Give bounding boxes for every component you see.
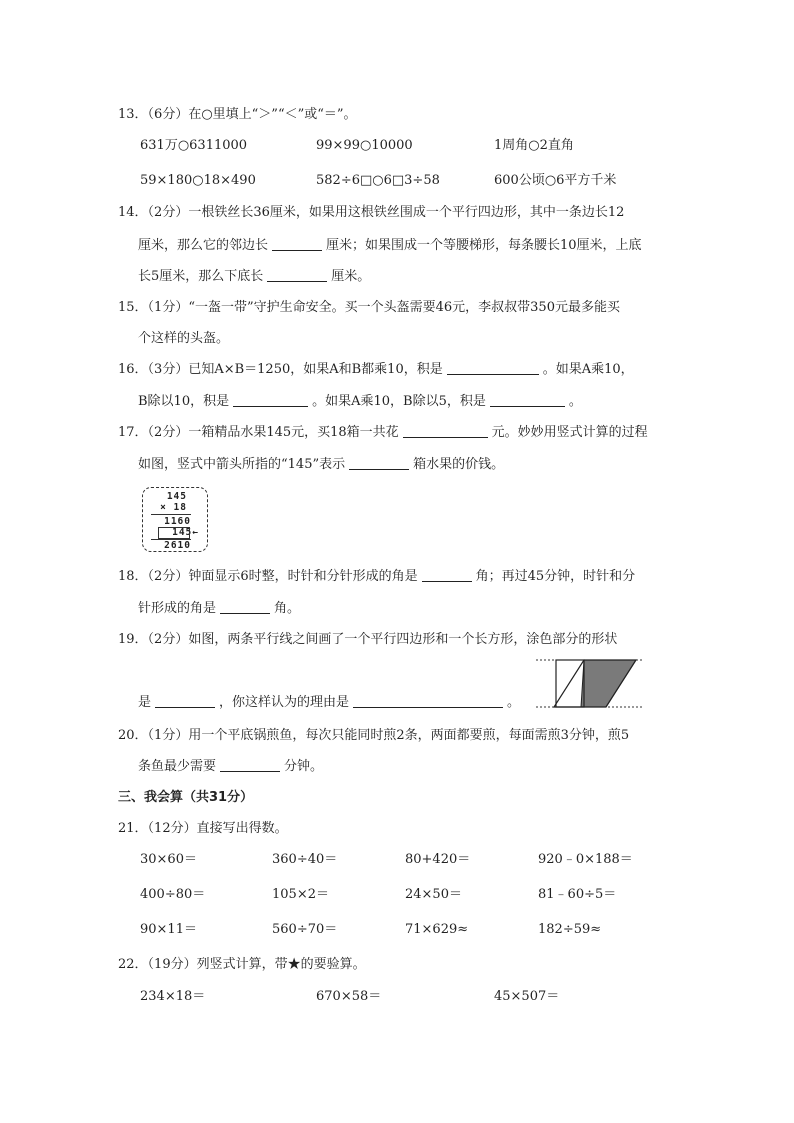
q22-item: 45×507＝ [494,989,560,1004]
q22-item: 670×58＝ [316,989,382,1004]
q21-item: 24×50＝ [405,887,462,902]
q21-item: 30×60＝ [140,852,197,867]
q19-line-2: 是 ，你这样认为的理由是 。 [138,695,521,710]
q18-line-2: 针形成的角是 角。 [138,601,301,616]
q20-blank-1[interactable] [220,757,280,772]
q13-item-1: 631万○6311000 [140,138,248,153]
q17-line-1: 17．（2分）一箱精品水果145元，买18箱一共花 元。妙妙用竖式计算的过程 [118,425,648,440]
q16-blank-1[interactable] [447,360,539,375]
q19-blank-1[interactable] [155,693,215,708]
q18-blank-2[interactable] [220,599,270,614]
q14-line-1: 14．（2分）一根铁丝长36厘米，如果用这根铁丝围成一个平行四边形，其中一条边长12 [118,205,625,220]
parallel-lines-figure [536,655,644,710]
q14-line-3: 长5厘米，那么下底长 厘米。 [138,269,371,284]
q20-line-1: 20．（1分）用一个平底锅煎鱼，每次只能同时煎2条，两面都要煎，每面需煎3分钟，煎5 [118,728,630,743]
q13-item-5: 582÷6□○6□3÷58 [316,173,440,188]
q21-item: 920﹣0×188＝ [538,852,633,867]
calc-highlight-box [158,527,190,539]
q17-blank-1[interactable] [403,423,488,438]
q21-item: 400÷80＝ [140,887,206,902]
shaded-region [581,660,636,707]
q15-line-1: 15．（1分）“一盔一带”守护生命安全。买一个头盔需要46元，李叔叔带350元最多能买 [118,300,620,315]
q13-item-6: 600公顷○6平方千米 [494,173,617,188]
q21-item: 560÷70＝ [272,922,338,937]
q13-item-4: 59×180○18×490 [140,173,256,188]
q13-stem: 13．（6分）在○里填上“＞”“＜”或“＝”。 [118,107,357,122]
q16-blank-2[interactable] [233,392,308,407]
q17-line-2: 如图，竖式中箭头所指的“145”表示 箱水果的价钱。 [138,457,505,472]
q22-stem: 22．（19分）列竖式计算，带★的要验算。 [118,957,366,972]
q15-line-2: 个这样的头盔。 [138,331,230,346]
q13-item-3: 1周角○2直角 [494,138,574,153]
calc-row-1: 145 [166,491,187,502]
q18-blank-1[interactable] [422,567,472,582]
q21-item: 360÷40＝ [272,852,338,867]
vertical-calculation-figure [142,487,208,552]
q17-blank-2[interactable] [349,455,409,470]
q16-line-2: B除以10，积是 。如果A乘10，B除以5，积是 。 [138,394,582,409]
calc-rule-1 [151,514,191,515]
q21-item: 90×11＝ [140,922,197,937]
q13-item-2: 99×99○10000 [316,138,413,153]
q21-item: 182÷59≈ [538,922,602,937]
q19-line-1: 19．（2分）如图，两条平行线之间画了一个平行四边形和一个长方形，涂色部分的形状 [118,632,618,647]
q14-blank-2[interactable] [267,267,327,282]
q16-line-1: 16．（3分）已知A×B＝1250，如果A和B都乘10，积是 。如果A乘10， [118,362,634,377]
q19-blank-2[interactable] [353,693,503,708]
q21-stem: 21．（12分）直接写出得数。 [118,821,288,836]
q16-blank-3[interactable] [490,392,565,407]
q20-line-2: 条鱼最少需要 分钟。 [138,759,324,774]
calc-row-2: × 18 [160,502,187,513]
q21-item: 71×629≈ [405,922,469,937]
q14-blank-1[interactable] [272,236,322,251]
q22-item: 234×18＝ [140,989,206,1004]
calc-row-4: 145← [172,527,199,538]
q21-item: 105×2＝ [272,887,329,902]
q21-item: 81﹣60÷5＝ [538,887,617,902]
q18-line-1: 18．（2分）钟面显示6时整，时针和分针形成的角是 角；再过45分钟，时针和分 [118,569,636,584]
section-3-heading: 三、我会算（共31分） [118,790,254,805]
q14-line-2: 厘米，那么它的邻边长 厘米；如果围成一个等腰梯形，每条腰长10厘米，上底 [138,238,642,253]
q21-item: 80+420＝ [405,852,471,867]
calc-row-5: 2610 [164,540,191,551]
calc-row-3: 1160 [164,516,191,527]
